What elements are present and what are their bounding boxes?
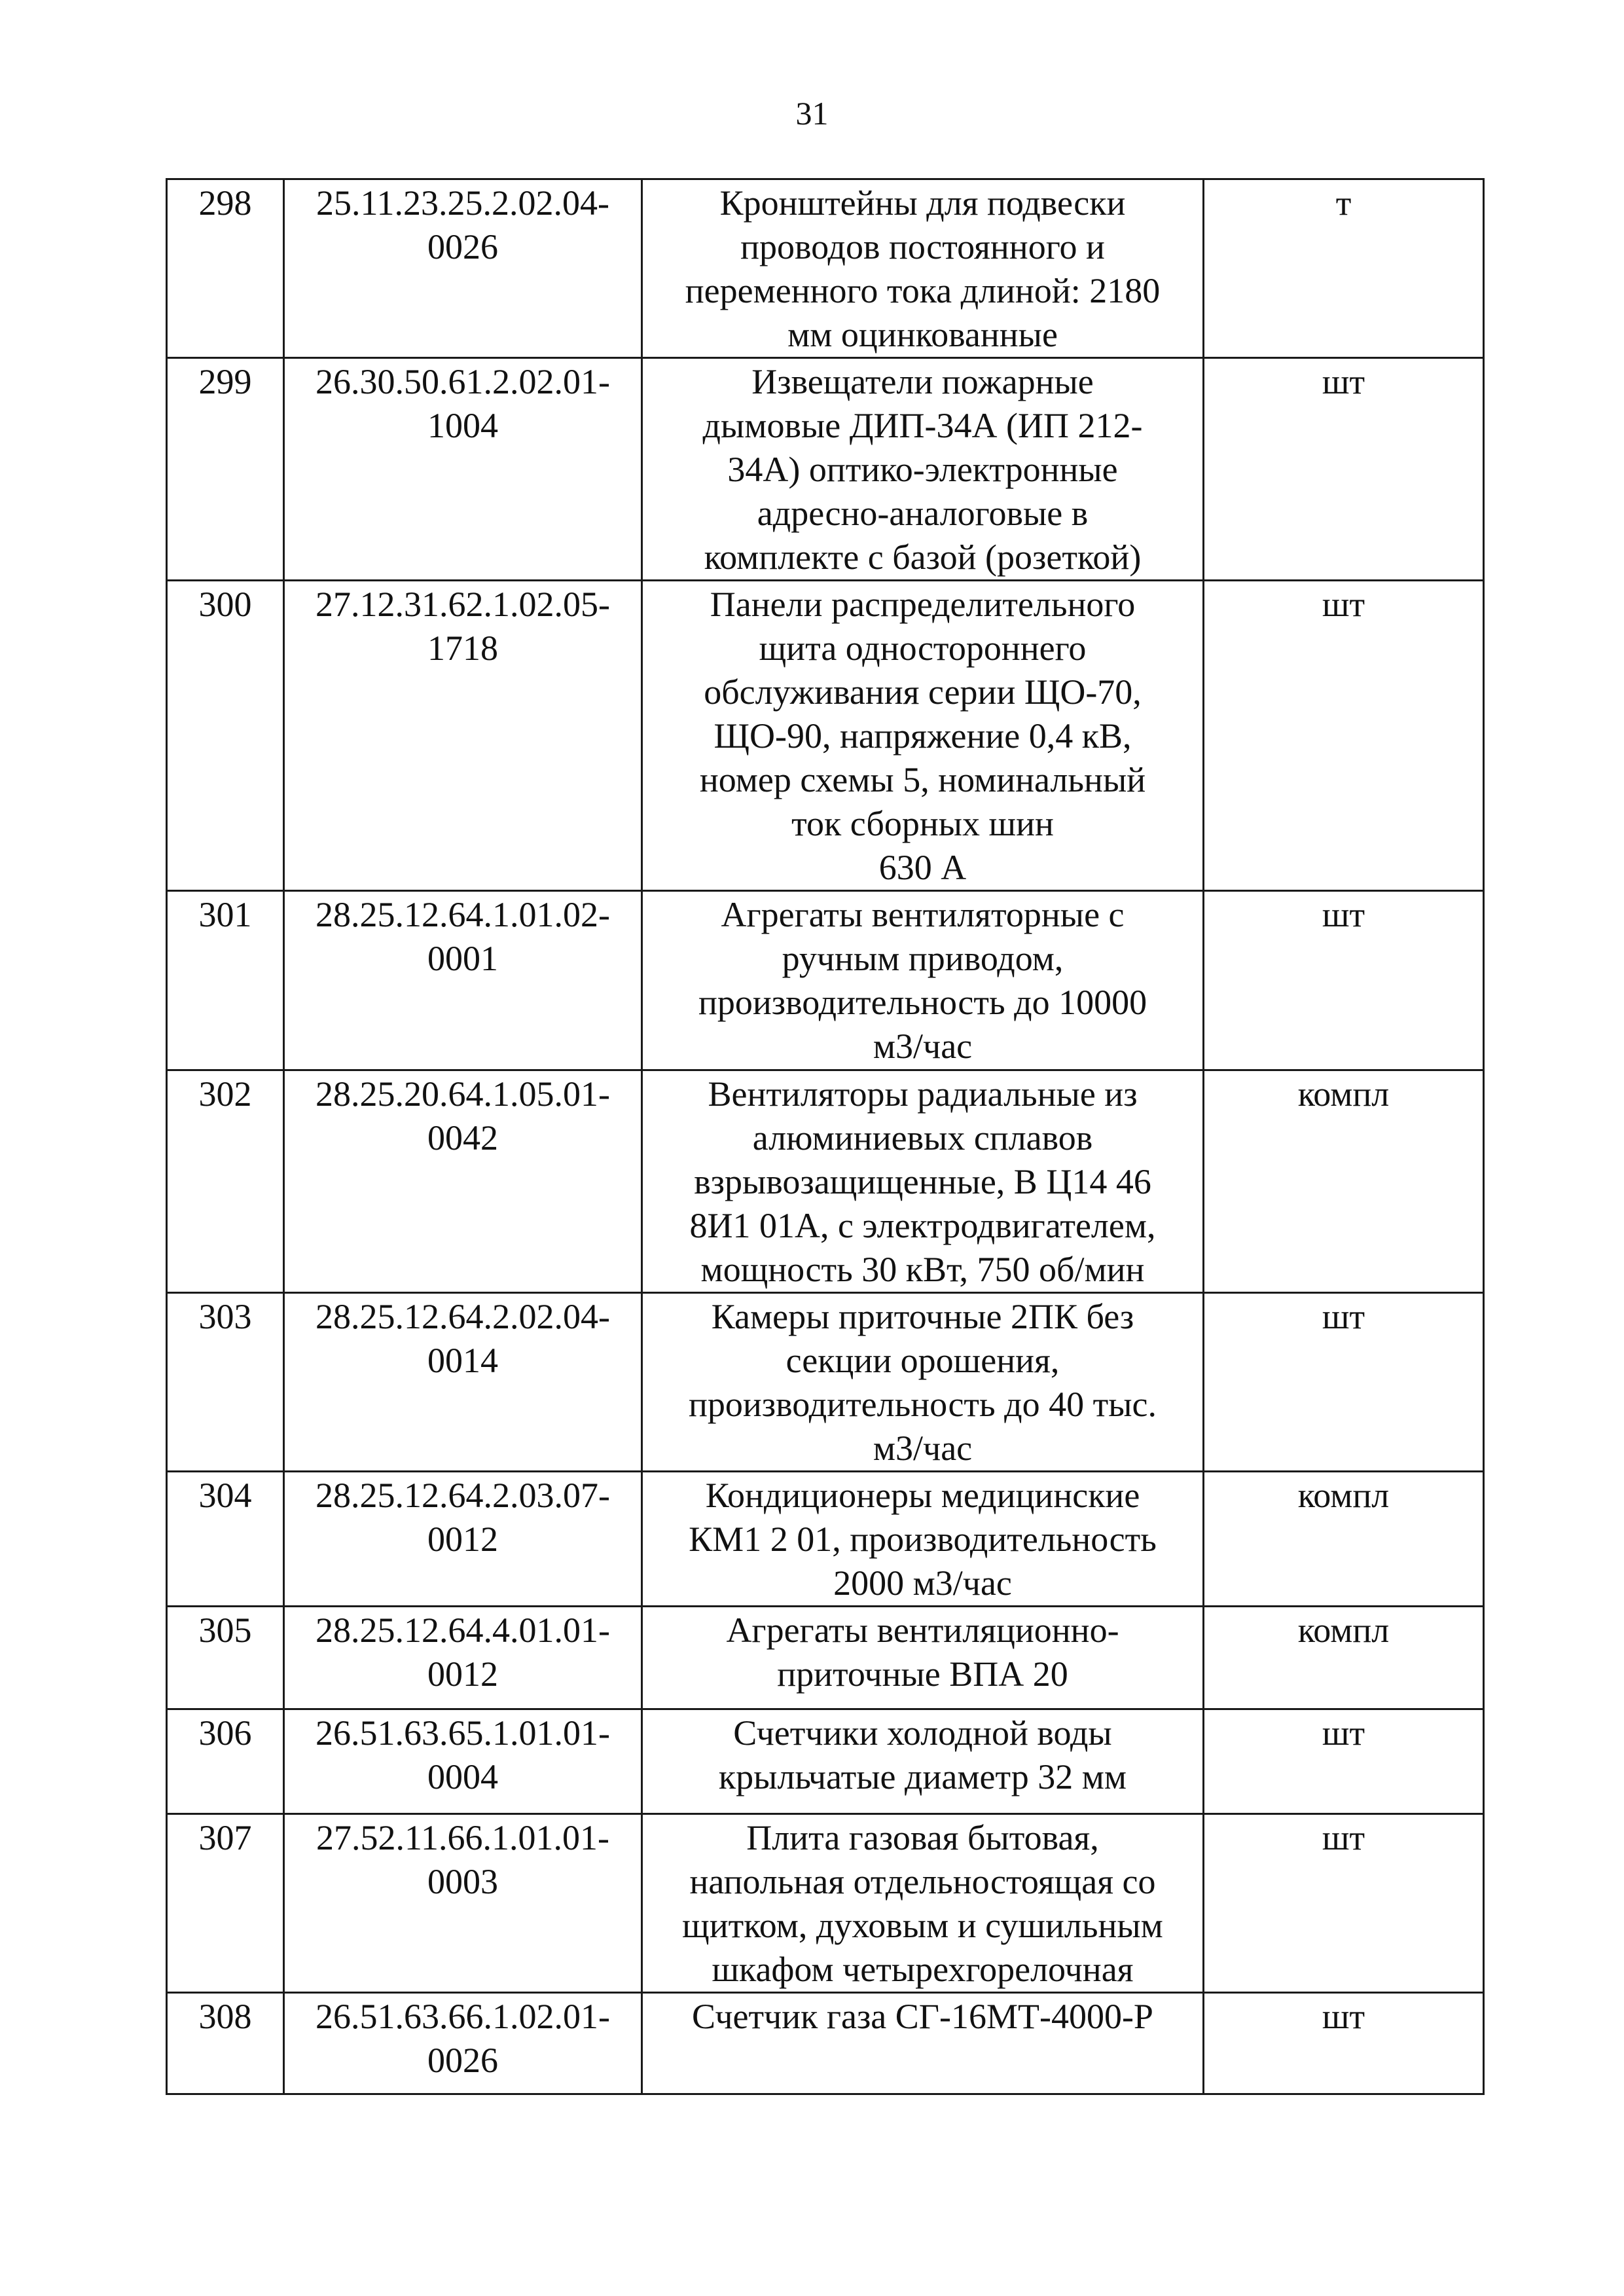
unit-text: шт (1322, 1713, 1365, 1753)
resource-code-text: 28.25.12.64.2.02.04- 0014 (316, 1297, 610, 1380)
row-number (167, 1472, 284, 1607)
resource-name-text: Панели распределительного щита одностороннего обслуживания серии ЩО-70, ЩО-90, напряжение 0,4 кВ, номер схемы 5, номинальный ток сборных шин 630 А (699, 585, 1146, 887)
row-number-text: 303 (198, 1297, 252, 1336)
table-row (167, 1293, 1484, 1472)
resource-name (642, 891, 1204, 1070)
unit (1204, 358, 1484, 581)
page-number: 31 (795, 95, 829, 132)
resource-name-text: Вентиляторы радиальные из алюминиевых сплавов взрывозащищенные, В Ц14 46 8И1 01А, с электродвигателем, мощность 30 кВт, 750 об/мин (689, 1074, 1156, 1289)
row-number-text: 308 (198, 1997, 252, 2036)
row-number-text: 306 (198, 1713, 252, 1753)
row-number-text: 300 (198, 585, 252, 624)
resource-code (284, 1993, 642, 2094)
resource-code (284, 1070, 642, 1293)
resource-code (284, 179, 642, 358)
unit (1204, 179, 1484, 358)
unit-text: шт (1322, 585, 1365, 624)
unit-text: т (1335, 183, 1352, 223)
resource-code-text: 27.12.31.62.1.02.05- 1718 (316, 585, 610, 668)
resource-name (642, 1814, 1204, 1993)
resource-name (642, 1993, 1204, 2094)
resource-code (284, 1607, 642, 1709)
resource-code-text: 26.51.63.66.1.02.01- 0026 (316, 1997, 610, 2080)
table-row (167, 1709, 1484, 1814)
resource-name-text: Кронштейны для подвески проводов постоянного и переменного тока длиной: 2180 мм оцинкованные (685, 183, 1161, 354)
row-number (167, 1070, 284, 1293)
row-number-text: 301 (198, 895, 252, 934)
row-number-text: 298 (198, 183, 252, 223)
row-number (167, 358, 284, 581)
resource-name-text: Камеры приточные 2ПК без секции орошения, производительность до 40 тыс. м3/час (689, 1297, 1157, 1468)
resource-code-text: 26.51.63.65.1.01.01- 0004 (316, 1713, 610, 1796)
unit-text: шт (1322, 1297, 1365, 1336)
resource-code (284, 358, 642, 581)
resource-name (642, 1293, 1204, 1472)
table-row (167, 581, 1484, 891)
row-number (167, 1814, 284, 1993)
resource-code-text: 27.52.11.66.1.01.01- 0003 (316, 1818, 609, 1901)
resource-name (642, 1709, 1204, 1814)
unit (1204, 1993, 1484, 2094)
resource-name-text: Кондиционеры медицинские КМ1 2 01, производительность 2000 м3/час (689, 1476, 1157, 1603)
row-number-text: 305 (198, 1611, 252, 1650)
resource-name (642, 179, 1204, 358)
table-row (167, 358, 1484, 581)
resource-name-text: Счетчики холодной воды крыльчатые диаметр 32 мм (718, 1713, 1127, 1796)
resource-name (642, 358, 1204, 581)
row-number-text: 304 (198, 1476, 252, 1515)
resource-code-text: 26.30.50.61.2.02.01- 1004 (316, 362, 610, 445)
unit-text: компл (1297, 1611, 1390, 1650)
resource-code (284, 1472, 642, 1607)
row-number (167, 1607, 284, 1709)
unit (1204, 1814, 1484, 1993)
resource-code-text: 25.11.23.25.2.02.04- 0026 (316, 183, 609, 266)
resource-name-text: Агрегаты вентиляторные с ручным приводом, производительность до 10000 м3/час (698, 895, 1147, 1066)
row-number-text: 302 (198, 1074, 252, 1114)
resource-code-text: 28.25.12.64.1.01.02- 0001 (316, 895, 610, 978)
unit (1204, 1709, 1484, 1814)
unit-text: шт (1322, 1818, 1365, 1857)
row-number (167, 1993, 284, 2094)
row-number (167, 179, 284, 358)
resource-code (284, 891, 642, 1070)
row-number (167, 581, 284, 891)
unit (1204, 1293, 1484, 1472)
unit (1204, 1607, 1484, 1709)
row-number (167, 1709, 284, 1814)
resource-code-text: 28.25.20.64.1.05.01- 0042 (316, 1074, 610, 1157)
table-row (167, 1607, 1484, 1709)
unit-text: шт (1322, 362, 1365, 401)
row-number-text: 299 (198, 362, 252, 401)
row-number (167, 1293, 284, 1472)
resource-code-text: 28.25.12.64.4.01.01- 0012 (316, 1611, 610, 1694)
unit (1204, 891, 1484, 1070)
resource-name-text: Счетчик газа СГ-16МТ-4000-Р (692, 1997, 1153, 2036)
resource-name (642, 1607, 1204, 1709)
row-number (167, 891, 284, 1070)
table-row (167, 891, 1484, 1070)
row-number-text: 307 (198, 1818, 252, 1857)
table-row (167, 1472, 1484, 1607)
unit-text: шт (1322, 895, 1365, 934)
resource-code (284, 1814, 642, 1993)
unit (1204, 581, 1484, 891)
unit (1204, 1472, 1484, 1607)
resource-name (642, 1070, 1204, 1293)
resource-name-text: Извещатели пожарные дымовые ДИП-34А (ИП 212- 34А) оптико-электронные адресно-аналоговые в комплекте с базой (розеткой) (702, 362, 1143, 577)
table-row (167, 179, 1484, 358)
resource-code (284, 1293, 642, 1472)
table-row (167, 1993, 1484, 2094)
resource-name-text: Плита газовая бытовая, напольная отдельностоящая со щитком, духовым и сушильным шкафом четырехгорелочная (682, 1818, 1163, 1989)
resource-name (642, 1472, 1204, 1607)
unit-text: шт (1322, 1997, 1365, 2036)
unit-text: компл (1297, 1476, 1390, 1515)
unit-text: компл (1297, 1074, 1390, 1114)
resource-code-text: 28.25.12.64.2.03.07- 0012 (316, 1476, 610, 1559)
resource-name (642, 581, 1204, 891)
resource-code (284, 1709, 642, 1814)
unit (1204, 1070, 1484, 1293)
items-table (166, 178, 1485, 2095)
resource-code (284, 581, 642, 891)
table-row (167, 1814, 1484, 1993)
table-row (167, 1070, 1484, 1293)
resource-name-text: Агрегаты вентиляционно- приточные ВПА 20 (726, 1611, 1119, 1694)
